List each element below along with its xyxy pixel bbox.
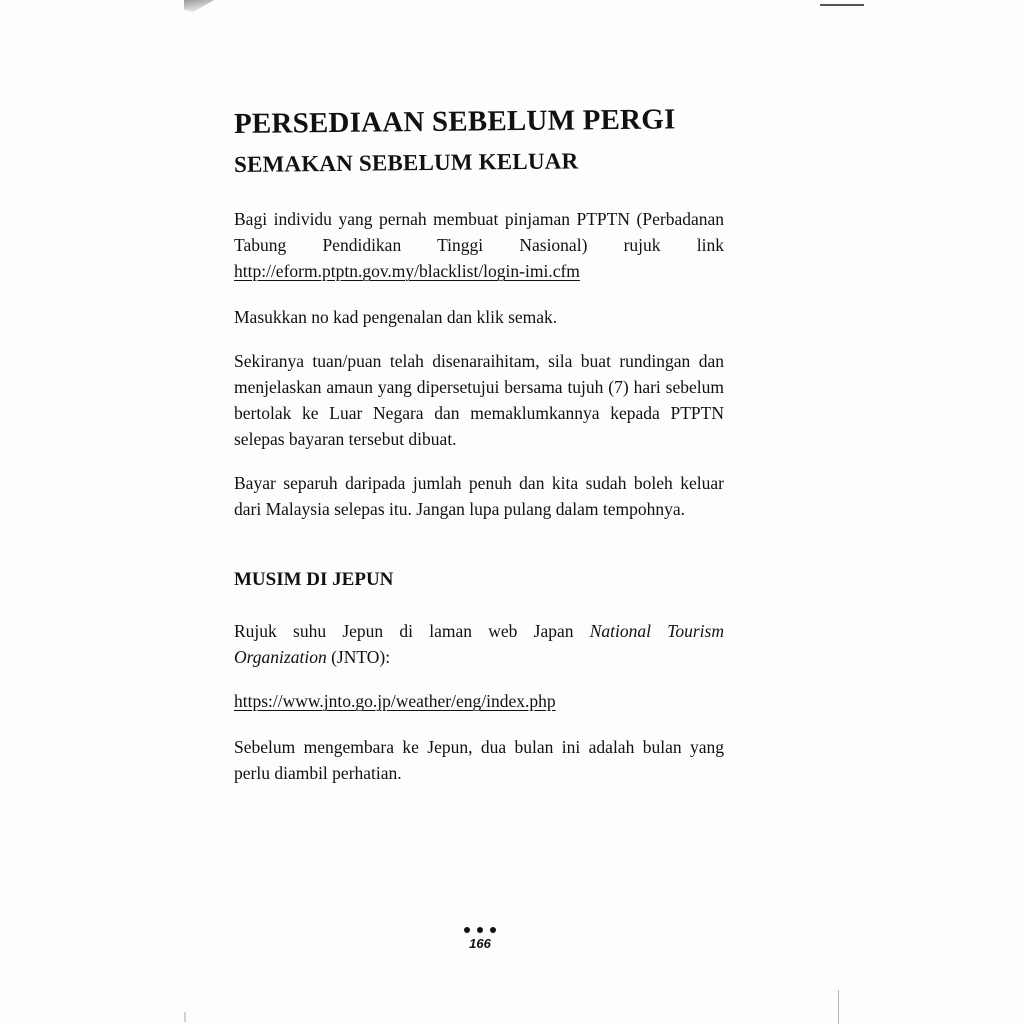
jnto-paragraph-suffix: (JNTO): bbox=[326, 647, 391, 667]
section-heading-musim: MUSIM DI JEPUN bbox=[234, 569, 394, 590]
page-title: PERSEDIAAN SEBELUM PERGI bbox=[233, 103, 676, 140]
scan-line-bottom-right bbox=[838, 990, 839, 1024]
ornament-dot bbox=[477, 927, 483, 933]
blacklist-paragraph: Sekiranya tuan/puan telah disenaraihitam, sila buat rundingan dan menjelaskan amaun yang dipersetujui bersama tujuh (7) hari sebelum bertolak ke Luar Negara dan memaklumkannya kepada PTPTN selepas bayaran tersebut dibuat. bbox=[234, 351, 724, 449]
jnto-paragraph-prefix: Rujuk suhu Jepun di laman web Japan bbox=[234, 621, 590, 641]
scan-line-top-right bbox=[820, 4, 864, 6]
jnto-organization-name: National Tourism Organization bbox=[234, 621, 724, 667]
scan-mark-bottom-left bbox=[184, 1012, 186, 1022]
footer-ornament bbox=[455, 926, 505, 934]
page-subtitle: SEMAKAN SEBELUM KELUAR bbox=[233, 148, 579, 177]
scan-shadow-top-left bbox=[184, 0, 214, 12]
page-footer bbox=[455, 926, 505, 952]
payment-paragraph: Bayar separuh daripada jumlah penuh dan kita sudah boleh keluar dari Malaysia selepas itu. Jangan lupa pulang dalam tempohnya. bbox=[234, 473, 724, 519]
ornament-dot bbox=[464, 927, 470, 933]
jnto-paragraph bbox=[234, 618, 724, 670]
jnto-link-paragraph bbox=[234, 688, 724, 714]
ptptn-paragraph bbox=[234, 206, 724, 284]
jnto-weather-link[interactable]: https://www.jnto.go.jp/weather/eng/index.php bbox=[234, 691, 556, 711]
ornament-dot bbox=[490, 927, 496, 933]
page-content bbox=[233, 103, 724, 783]
page-number: 166 bbox=[469, 936, 491, 951]
ic-instruction-paragraph: Masukkan no kad pengenalan dan klik semak. bbox=[234, 307, 558, 327]
season-advice-paragraph: Sebelum mengembara ke Jepun, dua bulan ini adalah bulan yang perlu diambil perhatian. bbox=[234, 737, 724, 783]
ptptn-paragraph-text: Bagi individu yang pernah membuat pinjaman PTPTN (Perbadanan Tabung Pendidikan Tinggi Nasional) rujuk link bbox=[234, 209, 724, 255]
ptptn-blacklist-link[interactable]: http://eform.ptptn.gov.my/blacklist/login-imi.cfm bbox=[234, 261, 580, 281]
